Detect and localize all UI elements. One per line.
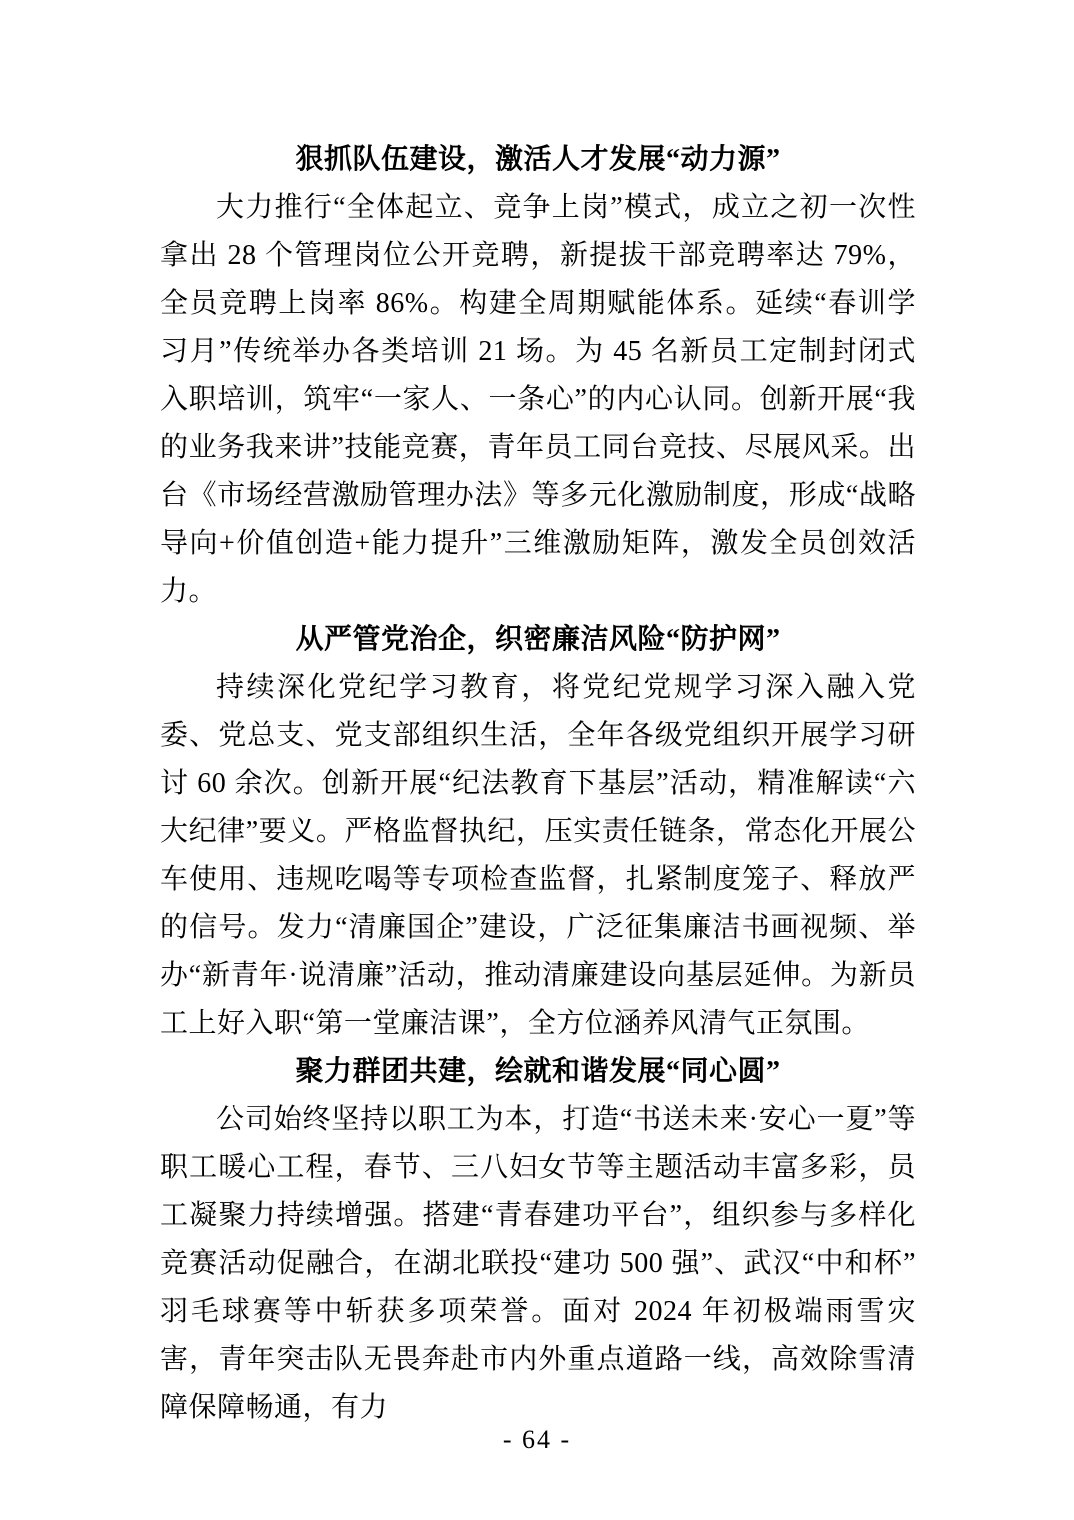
section-talent [160,136,916,616]
document-content [160,136,916,1432]
section-paragraph: 大力推行“全体起立、竞争上岗”模式，成立之初一次性拿出 28 个管理岗位公开竞聘，新提拔干部竞聘率达 79%，全员竞聘上岗率 86%。构建全周期赋能体系。延续“春训学习月”传统举办各类培训 21 场。为 45 名新员工定制封闭式入职培训，筑牢“一家人、一条心”的内心认同。创新开展“我的业务我来讲”技能竞赛，青年员工同台竞技、尽展风采。出台《市场经营激励管理办法》等多元化激励制度，形成“战略导向+价值创造+能力提升”三维激励矩阵，激发全员创效活力。 [160,192,916,607]
section-paragraph: 持续深化党纪学习教育，将党纪党规学习深入融入党委、党总支、党支部组织生活，全年各级党组织开展学习研讨 60 余次。创新开展“纪法教育下基层”活动，精准解读“六大纪律”要义。严格监督执纪，压实责任链条，常态化开展公车使用、违规吃喝等专项检查监督，扎紧制度笼子、释放严的信号。发力“清廉国企”建设，广泛征集廉洁书画视频、举办“新青年·说清廉”活动，推动清廉建设向基层延伸。为新员工上好入职“第一堂廉洁课”，全方位涵养风清气正氛围。 [160,672,916,1039]
section-paragraph: 公司始终坚持以职工为本，打造“书送未来·安心一夏”等职工暖心工程，春节、三八妇女节等主题活动丰富多彩，员工凝聚力持续增强。搭建“青春建功平台”，组织参与多样化竞赛活动促融合，在湖北联投“建功 500 强”、武汉“中和杯”羽毛球赛等中斩获多项荣誉。面对 2024 年初极端雨雪灾害，青年突击队无畏奔赴市内外重点道路一线，高效除雪清障保障畅通，有力 [160,1104,916,1423]
section-mass-organizations [160,1048,916,1432]
section-heading: 从严管党治企，织密廉洁风险“防护网” [295,624,781,655]
section-party-discipline [160,616,916,1048]
page-number: - 64 - [502,1425,572,1454]
section-heading: 聚力群团共建，绘就和谐发展“同心圆” [295,1056,781,1087]
section-heading: 狠抓队伍建设，激活人才发展“动力源” [295,144,781,175]
